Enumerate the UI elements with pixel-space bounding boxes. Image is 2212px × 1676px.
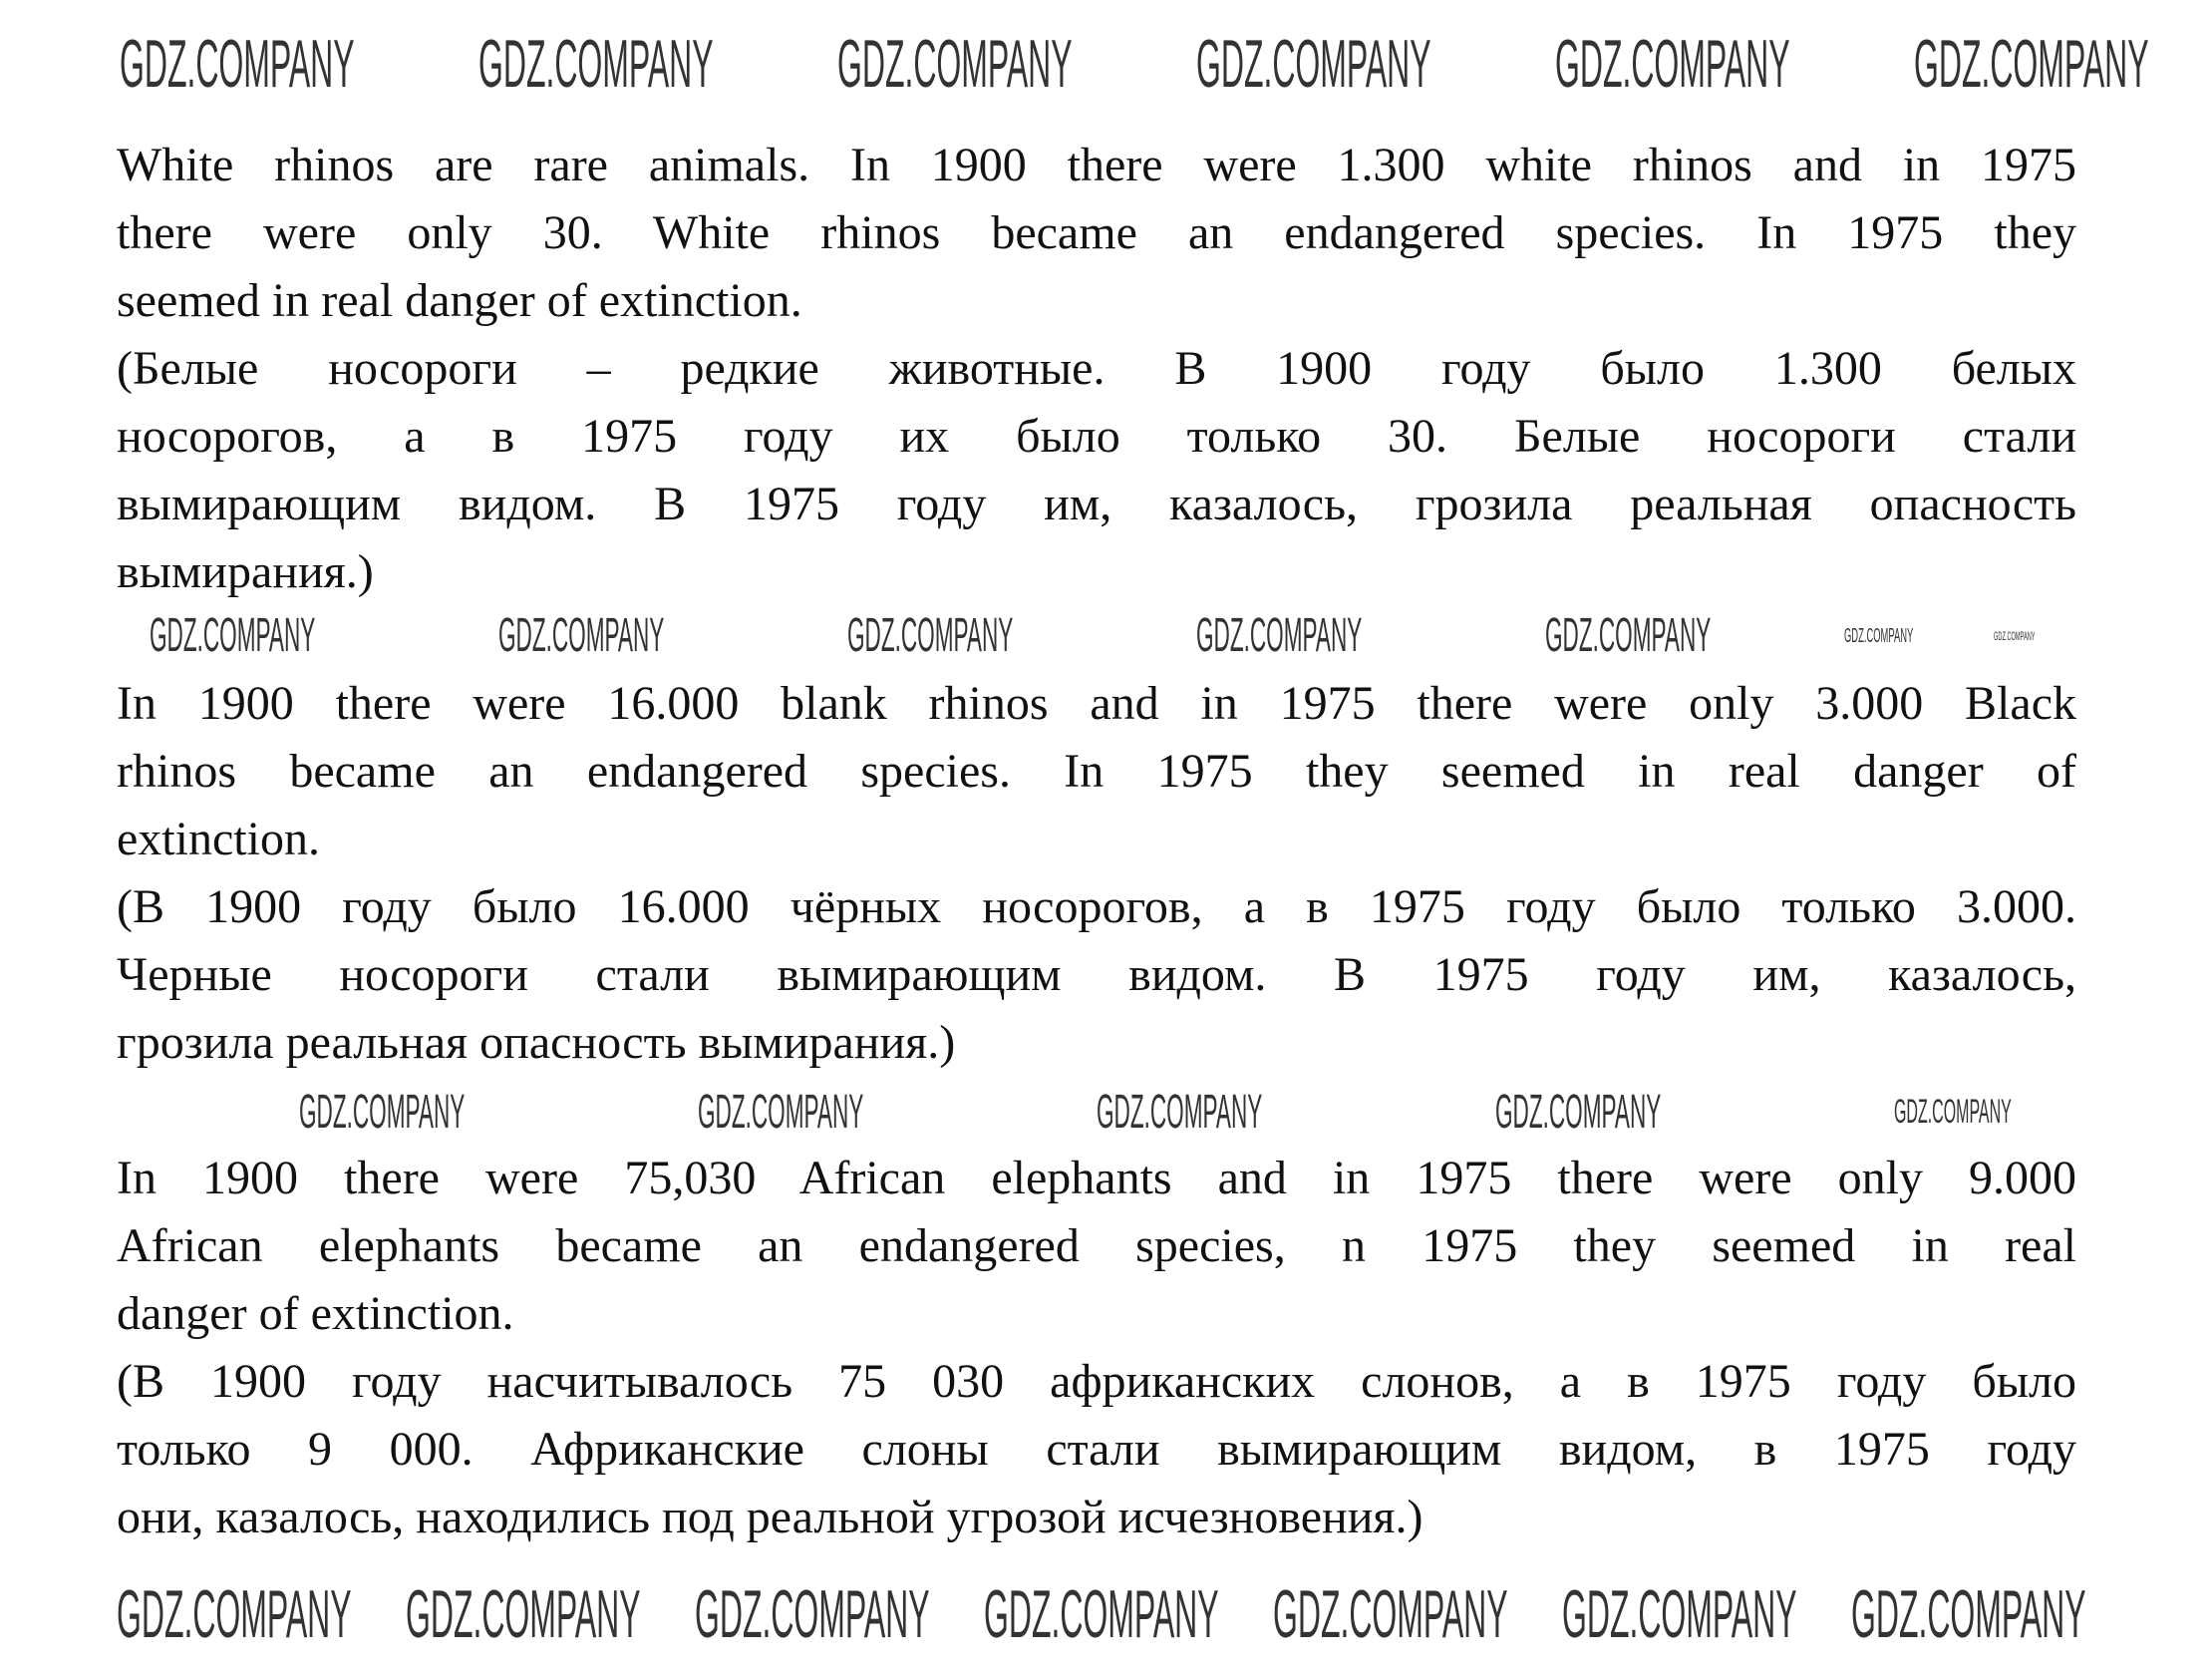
watermark: GDZ.COMPANY	[1196, 609, 1363, 662]
watermark: GDZ.COMPANY	[1555, 26, 1790, 102]
text-line: extinction.	[117, 813, 320, 865]
watermark: GDZ.COMPANY	[1545, 609, 1712, 662]
watermark: GDZ.COMPANY	[1273, 1576, 1508, 1652]
text-line: вымирания.)	[117, 545, 374, 598]
watermark: GDZ.COMPANY	[1844, 625, 1914, 647]
text-line: African elephants became an endangered species, n 1975 they seemed in real	[117, 1219, 2076, 1272]
text-line: (В 1900 году было 16.000 чёрных носорогов, а в 1975 году было только 3.000.	[117, 880, 2076, 933]
watermark: GDZ.COMPANY	[299, 1086, 466, 1139]
watermark: GDZ.COMPANY	[847, 609, 1014, 662]
text-line: rhinos became an endangered species. In 1975 they seemed in real danger of	[117, 745, 2076, 798]
watermark: GDZ.COMPANY	[120, 26, 355, 102]
text-line: Черные носороги стали вымирающим видом. В 1975 году им, казалось,	[117, 948, 2076, 1001]
text-line: seemed in real danger of extinction.	[117, 274, 802, 327]
text-line: (Белые носороги – редкие животные. В 1900 году было 1.300 белых	[117, 342, 2076, 395]
paragraph-black-rhinos-en	[117, 670, 2076, 873]
watermark: GDZ.COMPANY	[1097, 1086, 1263, 1139]
text-line: только 9 000. Африканские слоны стали вымирающим видом, в 1975 году	[117, 1423, 2076, 1476]
text-line: there were only 30. White rhinos became an endangered species. In 1975 they	[117, 206, 2076, 259]
text-line: носорогов, а в 1975 году их было только 30. Белые носороги стали	[117, 410, 2076, 463]
watermark: GDZ.COMPANY	[698, 1086, 864, 1139]
watermark: GDZ.COMPANY	[984, 1576, 1219, 1652]
watermark: GDZ.COMPANY	[150, 609, 316, 662]
paragraph-elephants-ru	[117, 1348, 2076, 1551]
watermark: GDZ.COMPANY	[117, 1576, 352, 1652]
watermark: GDZ.COMPANY	[1562, 1576, 1797, 1652]
text-line: In 1900 there were 75,030 African elephants and in 1975 there were only 9.000	[117, 1152, 2076, 1204]
paragraph-white-rhinos-en	[117, 132, 2076, 335]
watermark: GDZ.COMPANY	[1914, 26, 2149, 102]
watermark: GDZ.COMPANY	[1196, 26, 1431, 102]
watermark: GDZ.COMPANY	[498, 609, 665, 662]
text-line: они, казалось, находились под реальной угрозой исчезновения.)	[117, 1491, 1423, 1543]
watermark: GDZ.COMPANY	[478, 26, 714, 102]
paragraph-white-rhinos-ru	[117, 335, 2076, 606]
text-line: (В 1900 году насчитывалось 75 030 африканских слонов, а в 1975 году было	[117, 1355, 2076, 1408]
text-line: грозила реальная опасность вымирания.)	[117, 1016, 956, 1069]
paragraph-elephants-en	[117, 1145, 2076, 1348]
watermark: GDZ.COMPANY	[695, 1576, 930, 1652]
watermark: GDZ.COMPANY	[406, 1576, 641, 1652]
text-line: White rhinos are rare animals. In 1900 there were 1.300 white rhinos and in 1975	[117, 139, 2076, 191]
paragraph-black-rhinos-ru	[117, 873, 2076, 1077]
watermark: GDZ.COMPANY	[837, 26, 1073, 102]
text-line: danger of extinction.	[117, 1287, 514, 1340]
watermark: GDZ.COMPANY	[1851, 1576, 2086, 1652]
watermark: GDZ.COMPANY	[1495, 1086, 1662, 1139]
text-line: вымирающим видом. В 1975 году им, казалось, грозила реальная опасность	[117, 478, 2076, 530]
watermark: GDZ.COMPANY	[1994, 629, 2036, 643]
text-line: In 1900 there were 16.000 blank rhinos and in 1975 there were only 3.000 Black	[117, 677, 2076, 730]
watermark: GDZ.COMPANY	[1894, 1093, 2012, 1131]
